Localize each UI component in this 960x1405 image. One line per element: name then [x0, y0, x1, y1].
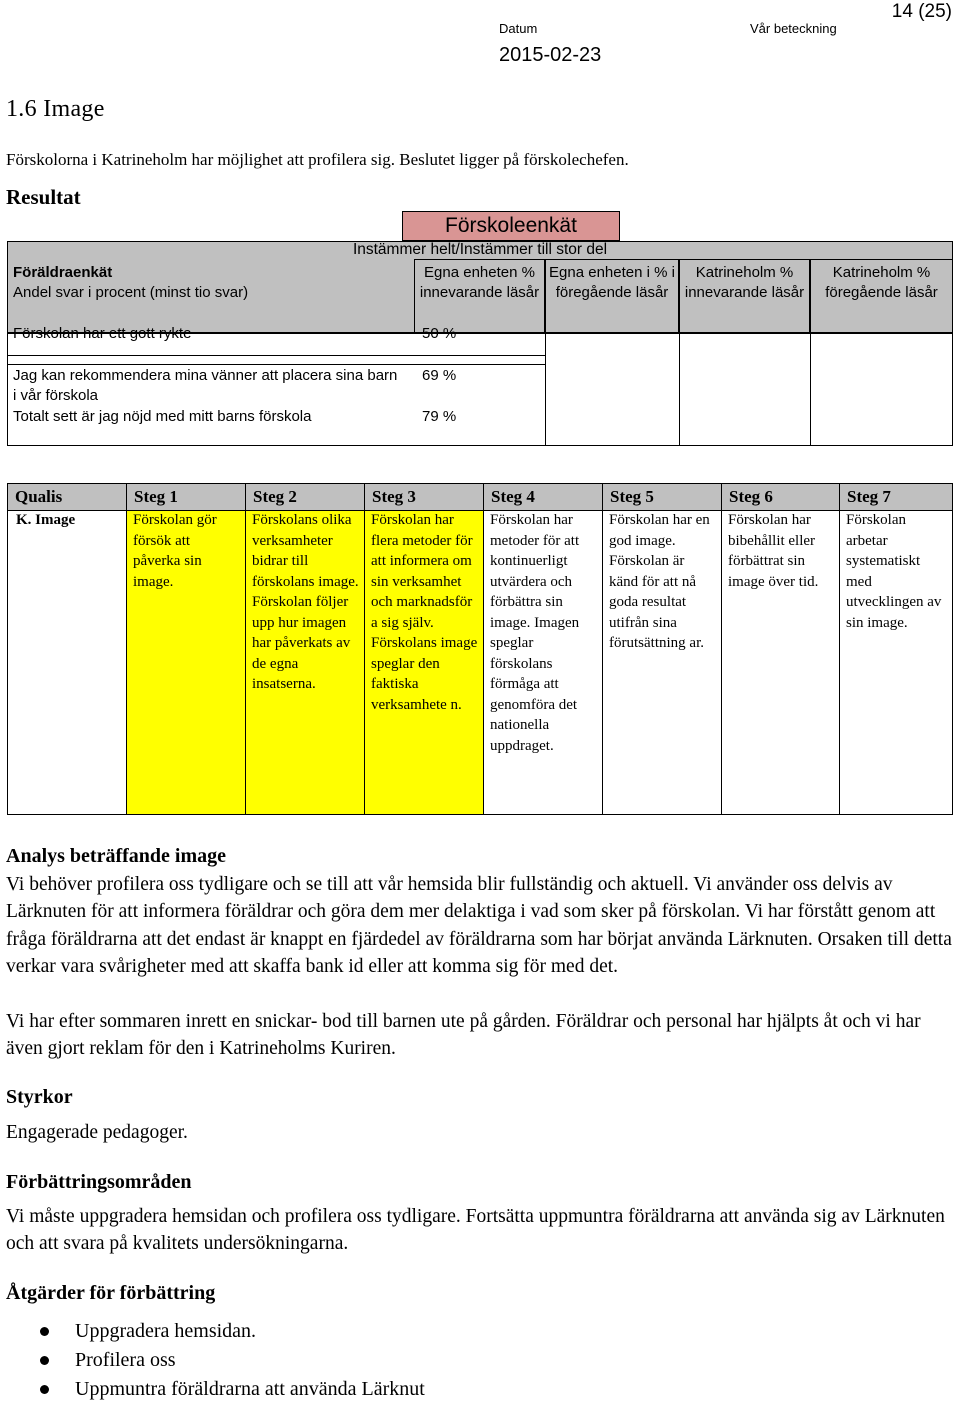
analysis-text-1: Vi behöver profilera oss tydligare och se till att vår hemsida blir fullständig och aktuell. Vi använder oss delvis av Lärknuten för att informera föräldrar och göra dem mer delaktiga i vad som sker på förskolan. Vi har förstått genom att fråga föräldrarna att det endast är knappt en fjärdedel av föräldrarna som har börjat använda Lärknuten. Orsaken till detta verkar vara svårigheter med att skaffa bank id eller att komma sig för med det.: [6, 874, 952, 978]
list-item-text: Profilera oss: [75, 1349, 176, 1371]
list-item-text: Uppmuntra föräldrarna att använda Lärknut: [75, 1378, 425, 1400]
intro-text: Förskolorna i Katrineholm har möjlighet att profilera sig. Beslutet ligger på förskolechefen.: [6, 150, 629, 169]
bullet-icon: [40, 1385, 49, 1394]
qualis-border: [7, 483, 953, 815]
qualis-header-step-3: Steg 3: [372, 487, 416, 506]
qualis-column-divider: [245, 483, 246, 815]
bullet-icon: [40, 1327, 49, 1336]
date-value: 2015-02-23: [499, 44, 602, 66]
survey-row-value: 79 %: [422, 408, 457, 425]
analysis-heading: Analys beträffande image: [6, 845, 226, 867]
survey-row-label: Jag kan rekommendera mina vänner att placera sina barn i vår förskola: [13, 367, 398, 404]
qualis-header-divider: [7, 510, 953, 511]
qualis-header-step-4: Steg 4: [491, 487, 535, 506]
analysis-text-2: Vi har efter sommaren inrett en snickar- bod till barnen ute på gården. Föräldrar och personal har hjälpts åt och vi har även gjort reklam för den i Katrineholms Kuriren.: [6, 1011, 921, 1060]
actions-heading: Åtgärder för förbättring: [6, 1282, 216, 1304]
list-item-text: Uppgradera hemsidan.: [75, 1320, 257, 1342]
survey-row-value: 69 %: [422, 367, 457, 384]
survey-table: [7, 211, 953, 446]
row-divider: [7, 355, 545, 356]
row-header-subtitle: Andel svar i procent (minst tio svar): [13, 284, 249, 301]
bullet-icon: [40, 1356, 49, 1365]
column-divider: [545, 333, 546, 446]
survey-row-label: Förskolan har ett gott rykte: [13, 325, 192, 342]
strengths-text: Engagerade pedagoger.: [6, 1122, 188, 1143]
qualis-column-divider: [721, 483, 722, 815]
row-divider: [7, 364, 545, 365]
qualis-column-divider: [839, 483, 840, 815]
actions-list: [0, 1318, 425, 1405]
list-item: [0, 1376, 425, 1405]
result-heading: Resultat: [6, 185, 81, 209]
column-header-own-previous: Egna enheten i % i föregående läsår: [549, 264, 675, 301]
survey-subtitle: Instämmer helt/Instämmer till stor del: [352, 241, 608, 258]
reference-label: Vår beteckning: [750, 21, 837, 36]
qualis-header-step-7: Steg 7: [847, 487, 891, 506]
survey-title: Förskoleenkät: [445, 214, 577, 237]
list-item: [0, 1347, 425, 1376]
qualis-step-7-text: Förskolan arbetar systematiskt med utvecklingen av sin image.: [846, 512, 942, 631]
qualis-step-6-text: Förskolan har bibehållit eller förbättrat sin image över tid.: [728, 512, 819, 590]
date-label: Datum: [499, 21, 538, 36]
qualis-step-3-text: Förskolan har flera metoder för att informera om sin verksamhet och marknadsför a sig själv. Förskolans image speglar den faktiska verksamhete n.: [364, 510, 483, 815]
page-number: 14 (25): [891, 1, 952, 22]
improvements-text: Vi måste uppgradera hemsidan och profilera oss tydligare. Fortsätta uppmuntra föräldrarna att använda sig av Lärknuten och att svara på kvalitets undersökningarna.: [6, 1206, 945, 1255]
qualis-step-2-text: Förskolans olika verksamheter bidrar till förskolans image. Förskolan följer upp hur imagen har påverkats av de egna insatserna.: [245, 510, 364, 815]
survey-row-label: Totalt sett är jag nöjd med mitt barns förskola: [13, 408, 312, 425]
qualis-step-4-text: Förskolan har metoder för att kontinuerligt utvärdera och förbättra sin image. Imagen speglar förskolans förmåga att genomföra det nationella uppdraget.: [490, 512, 580, 754]
qualis-header-step-5: Steg 5: [610, 487, 654, 506]
qualis-area-label: K. Image: [16, 512, 76, 528]
strengths-heading: Styrkor: [6, 1086, 73, 1108]
section-title: 1.6 Image: [6, 96, 105, 122]
survey-row-value: 50 %: [422, 325, 457, 342]
qualis-column-divider: [364, 483, 365, 815]
column-header-own-current: Egna enheten % innevarande läsår: [419, 264, 540, 301]
qualis-column-divider: [483, 483, 484, 815]
column-header-katrineholm-current: Katrineholm % innevarande läsår: [684, 264, 805, 301]
qualis-header-step-2: Steg 2: [253, 487, 297, 506]
row-header-title: Föräldraenkät: [13, 264, 113, 281]
list-item: [0, 1318, 425, 1347]
qualis-header-step-6: Steg 6: [729, 487, 773, 506]
column-header-katrineholm-previous: Katrineholm % föregående läsår: [825, 264, 938, 301]
qualis-column-divider: [602, 483, 603, 815]
qualis-column-divider: [126, 483, 127, 815]
qualis-header-step-1: Steg 1: [134, 487, 178, 506]
qualis-step-5-text: Förskolan har en god image. Förskolan är känd för att nå goda resultat utifrån sina förutsättning ar.: [609, 512, 710, 651]
qualis-table: [7, 483, 953, 815]
qualis-step-1-text: Förskolan gör försök att påverka sin image.: [126, 510, 245, 815]
qualis-header: Qualis: [15, 487, 63, 506]
column-divider: [810, 333, 811, 446]
column-divider: [679, 333, 680, 446]
improvements-heading: Förbättringsområden: [6, 1171, 192, 1193]
